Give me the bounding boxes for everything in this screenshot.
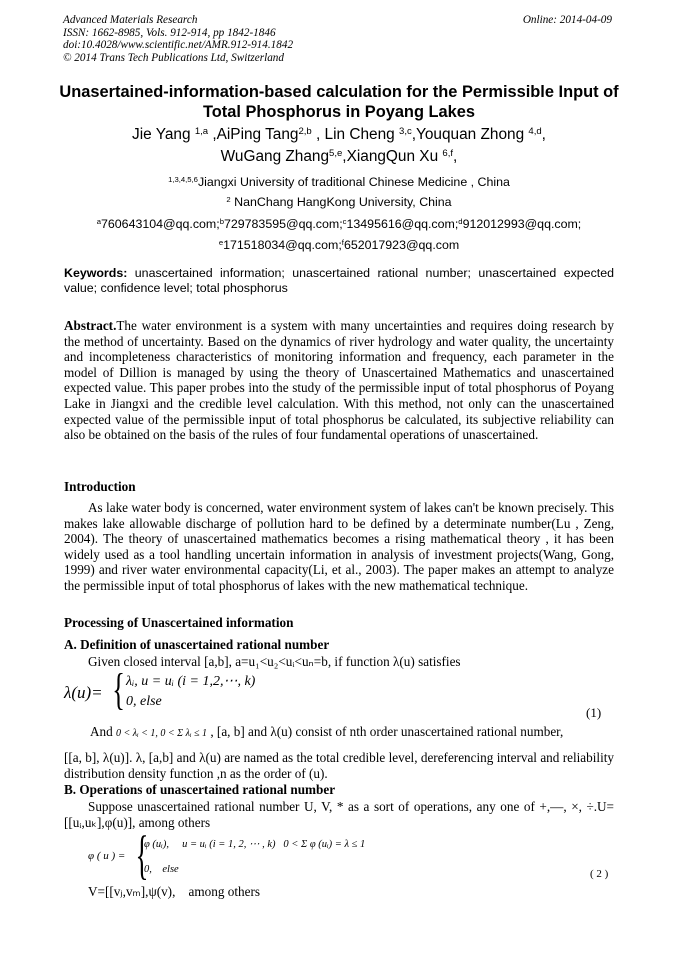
affiliation-sup: 2 bbox=[226, 194, 231, 204]
eq2-number: ( 2 ) bbox=[590, 868, 609, 880]
author-name: ,AiPing Tang bbox=[212, 126, 299, 143]
keywords-text: unascertained information; unascertained rational number; unascertained expected value; confidence level; total phosphorus bbox=[64, 266, 614, 295]
email-sup: d bbox=[458, 216, 463, 226]
affiliation-2 bbox=[40, 194, 638, 210]
author-line-1 bbox=[40, 124, 638, 146]
eq2-lhs: φ ( u ) = bbox=[88, 850, 126, 862]
title-line-1: Unasertained-information-based calculation for the Permissible Input of bbox=[59, 83, 619, 101]
abstract bbox=[64, 318, 614, 443]
email-sup: e bbox=[218, 237, 224, 247]
journal-name: Advanced Materials Research bbox=[63, 14, 198, 26]
journal-header bbox=[63, 14, 293, 64]
author-name: Jie Yang bbox=[132, 126, 191, 143]
doi-line: doi:10.4028/www.scientific.net/AMR.912-914.1842 bbox=[63, 39, 294, 52]
author-separator: , bbox=[541, 126, 546, 143]
eq1-brace: { bbox=[112, 665, 125, 714]
eq2-case-2: 0, else bbox=[144, 864, 179, 875]
author-list bbox=[40, 124, 638, 168]
email-line-2 bbox=[40, 237, 638, 253]
abstract-label: Abstract. bbox=[64, 318, 117, 333]
email-sup: a bbox=[96, 216, 101, 226]
section-a-line-1: Given closed interval [a,b], a=u₁<u₂<uᵢ<uₙ=b, if function λ(u) satisfies bbox=[88, 654, 461, 669]
author-affil-sup: 5,e bbox=[329, 147, 343, 159]
email-sup: c bbox=[342, 216, 347, 226]
email-text: 760643104@qq.com; bbox=[101, 217, 220, 231]
email-sup: f bbox=[341, 237, 344, 247]
email-sup: b bbox=[219, 216, 224, 226]
email-item bbox=[342, 238, 459, 252]
email-item bbox=[219, 238, 342, 252]
eq1-case-1: λᵢ, u = uᵢ (i = 1,2,⋯, k) bbox=[126, 674, 256, 689]
email-text: 13495616@qq.com; bbox=[346, 217, 459, 231]
paper-title bbox=[40, 82, 638, 122]
affiliation-1 bbox=[40, 174, 638, 190]
eq1-case-2: 0, else bbox=[126, 694, 162, 709]
eq2-brace: { bbox=[135, 825, 149, 885]
section-a-heading: A. Definition of unascertained rational number bbox=[64, 637, 330, 652]
intro-paragraph: As lake water body is concerned, water environment system of lakes can't be known precisely. This makes lake allowable discharge of pollution hard to be defined by a determinate number(Lu , Zeng, 2004). The theory of unascertained mathematics becomes a rising mathematical theory , it has been widely used as a tool handling uncertain information in analysis of investment projects(Wang, Gong, 1999) and river water environmental capacity(Li, et al., 2003). The paper makes an attempt to analyze the permissible input of total phosphorus of lakes with the new mathematical technique. bbox=[64, 500, 614, 593]
title-line-2: Total Phosphorus in Poyang Lakes bbox=[202, 103, 475, 121]
author-name: WuGang Zhang bbox=[220, 148, 330, 165]
and-rest: , [a, b] and λ(u) consist of nth order unascertained rational number, bbox=[207, 724, 564, 739]
affiliation-text: NanChang HangKong University, China bbox=[230, 195, 452, 209]
section-a-line-3: [[a, b], λ(u)]. λ, [a,b] and λ(u) are named as the total credible level, dereferencing interval and reliability distribution density function ,n as the order of (u). bbox=[64, 750, 614, 781]
email-line-1 bbox=[40, 216, 638, 232]
author-separator: , bbox=[453, 148, 458, 165]
intro-heading: Introduction bbox=[64, 479, 136, 494]
author-affil-sup: 2,b bbox=[298, 125, 312, 137]
author-name: ,XiangQun Xu bbox=[342, 148, 439, 165]
online-date: Online: 2014-04-09 bbox=[522, 14, 612, 26]
copyright-line: © 2014 Trans Tech Publications Ltd, Switzerland bbox=[63, 51, 284, 64]
author-affil-sup: 6,f bbox=[442, 147, 454, 159]
keywords-label: Keywords: bbox=[64, 266, 128, 280]
keywords bbox=[64, 266, 614, 296]
author-affil-sup: 1,a bbox=[194, 125, 209, 137]
email-text: 912012993@qq.com; bbox=[462, 217, 582, 231]
email-text: 171518034@qq.com; bbox=[223, 238, 342, 252]
email-item bbox=[458, 217, 581, 231]
author-affil-sup: 3,c bbox=[399, 125, 412, 137]
processing-heading: Processing of Unascertained information bbox=[64, 615, 294, 630]
section-a-and-line bbox=[90, 724, 614, 742]
author-name: ,Youquan Zhong bbox=[411, 126, 525, 143]
abstract-text: The water environment is a system with many uncertainties and requires doing research by the method of uncertainty. Based on the dynamics of river hydrology and water quality, the uncertainty and incompleteness characteristics of monitoring information and frequency, each parameter in the model of Dillion is managed by using the theory of Unascertained Mathematics and unascertained expected value. This paper probes into the study of the permissible input of total phosphorus of Poyang Lake in Jiangxi and the credible level calculation. With this method, not only can the unascertained expected value of the permissible input of total phosphorus be calculated, its subjective reliability can also be obtained on the basis of the rules of four fundamental operations of unascertained. bbox=[64, 318, 614, 443]
issn-line: ISSN: 1662-8985, Vols. 912-914, pp 1842-1846 bbox=[63, 26, 276, 39]
eq1-number: (1) bbox=[586, 705, 602, 720]
section-b-line-1: Suppose unascertained rational number U, V, * as a sort of operations, any one of +,—, ×, ÷.U=[[uᵢ,uₖ],φ(u)], among others bbox=[64, 799, 614, 830]
and-condition: 0 < λᵢ < 1, 0 < Σ λᵢ ≤ 1 bbox=[116, 728, 208, 739]
section-b-line-2: V=[[vⱼ,vₘ],ψ(v), among others bbox=[88, 884, 260, 899]
author-affil-sup: 4,d bbox=[528, 125, 542, 137]
author-name: , Lin Cheng bbox=[311, 126, 395, 143]
author-line-2 bbox=[40, 146, 638, 168]
email-text: 729783595@qq.com; bbox=[223, 217, 343, 231]
email-item bbox=[220, 217, 343, 231]
email-item bbox=[343, 217, 459, 231]
and-lead: And bbox=[90, 724, 113, 739]
section-b-heading: B. Operations of unascertained rational number bbox=[64, 782, 336, 797]
email-text: 652017923@qq.com bbox=[343, 238, 460, 252]
email-item bbox=[97, 217, 220, 231]
affiliation-text: Jiangxi University of traditional Chinese Medicine , China bbox=[197, 175, 510, 189]
eq2-case-1: φ (uᵢ), u = uᵢ (i = 1, 2, ⋯ , k) 0 < Σ φ (uᵢ) = λ ≤ 1 bbox=[144, 839, 366, 850]
eq1-lhs: λ(u)= bbox=[64, 683, 103, 702]
affiliation-sup: 1,3,4,5,6 bbox=[168, 174, 198, 184]
